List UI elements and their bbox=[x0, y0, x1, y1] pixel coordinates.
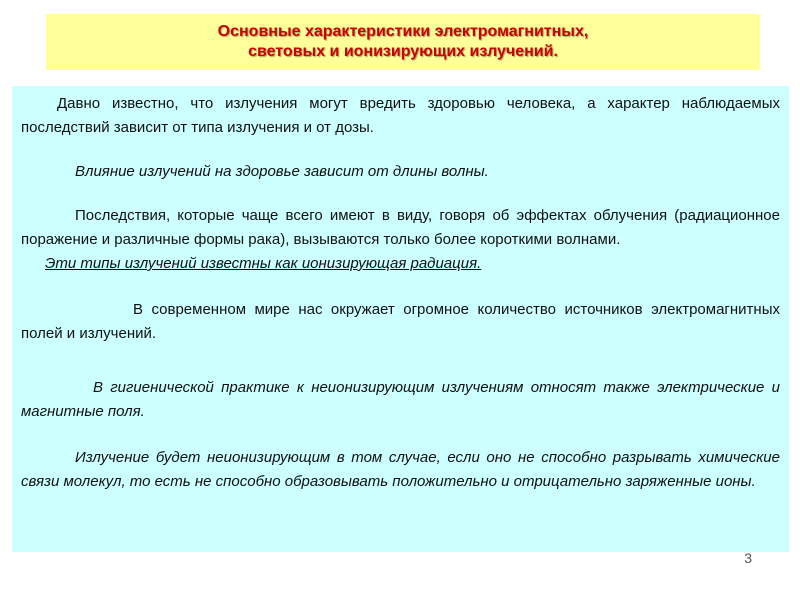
paragraph-wavelength-influence: Влияние излучений на здоровье зависит от длины волны. bbox=[75, 163, 489, 180]
slide-title-line-2: световых и ионизирующих излучений. bbox=[248, 43, 558, 60]
slide-title-line-1: Основные характеристики электромагнитных, bbox=[217, 23, 589, 40]
paragraph-modern-world-sources: В современном мире нас окружает огромное количество источников электромагнитных полей и излучений. bbox=[21, 301, 780, 342]
page-number: 3 bbox=[744, 550, 752, 566]
slide-title-box bbox=[46, 14, 760, 70]
content-panel bbox=[12, 86, 789, 552]
paragraph-hygiene-practice: В гигиенической практике к неионизирующим излучениям относят также электрические и магнитные поля. bbox=[21, 379, 780, 420]
paragraph-non-ionizing-definition: Излучение будет неионизирующим в том случае, если оно не способно разрывать химические связи молекул, то есть не способно образовывать положительно и отрицательно заряженные ионы. bbox=[21, 449, 780, 490]
paragraph-ionizing-radiation: Эти типы излучений известны как ионизирующая радиация. bbox=[45, 255, 482, 272]
paragraph-radiation-harm: Давно известно, что излучения могут вредить здоровью человека, а характер наблюдаемых последствий зависит от типа излучения и от дозы. bbox=[21, 95, 780, 136]
paragraph-irradiation-effects: Последствия, которые чаще всего имеют в виду, говоря об эффектах облучения (радиационное поражение и различные формы рака), вызываются только более короткими волнами. bbox=[21, 207, 780, 248]
